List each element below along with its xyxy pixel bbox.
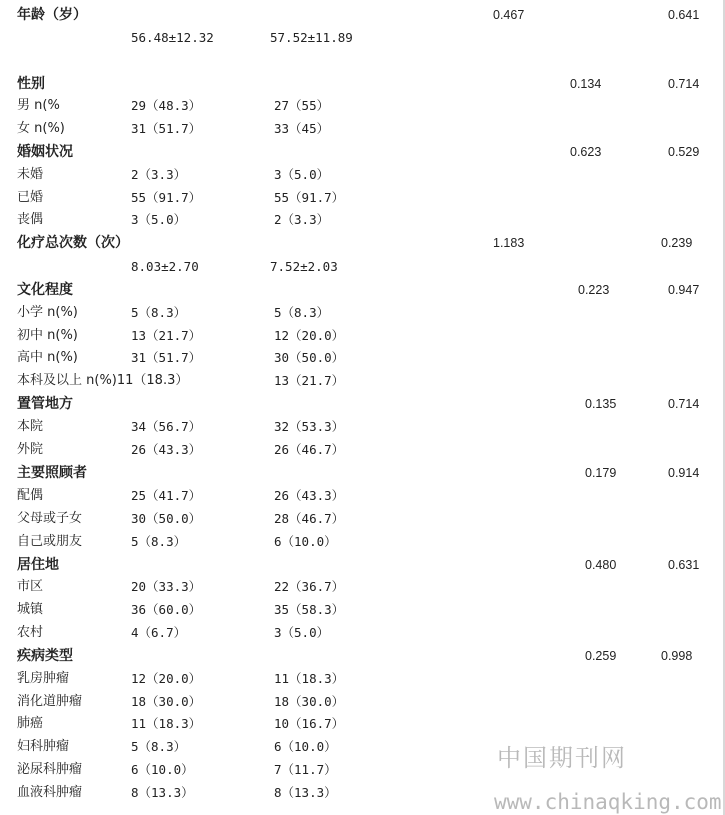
group-b-value: 3（5.0） [274,625,330,640]
group-a-value: 11（18.3） [131,716,202,731]
row-label: 城镇 [17,602,44,617]
group-a-value: 6（10.0） [131,762,194,777]
table-row [0,209,725,231]
statistic-value: 0.467 [493,8,525,22]
table-row [0,713,725,735]
row-label: 丧偶 [17,212,44,227]
table-row [0,691,725,713]
table-row [0,622,725,644]
table-section-header [0,73,725,95]
row-label: 市区 [17,579,44,594]
group-a-value: 20（33.3） [131,579,202,594]
statistic-value: 0.135 [585,397,617,411]
table-section-header [0,554,725,576]
group-b-value: 10（16.7） [274,716,345,731]
table-row [0,302,725,324]
group-b-value: 2（3.3） [274,212,330,227]
group-a-value: 29（48.3） [131,98,202,113]
section-label: 化疗总次数（次） [17,235,129,251]
row-label: 农村 [17,625,44,640]
statistic-value: 1.183 [493,236,525,250]
group-b-value: 12（20.0） [274,328,345,343]
section-label: 主要照顾者 [17,465,87,481]
group-b-value: 27（55） [274,98,330,113]
group-a-value: 5（8.3） [131,739,187,754]
row-label: 外院 [17,442,44,457]
table-row [0,576,725,598]
section-label: 疾病类型 [17,648,73,664]
table-row [0,347,725,369]
table-row [0,256,725,278]
row-label: 血液科肿瘤 [17,785,83,800]
group-a-value: 12（20.0） [131,671,202,686]
row-label: 未婚 [17,167,44,182]
row-label: 初中 n(%) [17,328,78,343]
statistic-value: 0.623 [570,145,602,159]
group-b-value: 18（30.0） [274,694,345,709]
group-a-value: 55（91.7） [131,190,202,205]
table-row [0,508,725,530]
statistic-value: 0.134 [570,77,602,91]
group-b-value: 26（43.3） [274,488,345,503]
table-section-header [0,393,725,415]
row-label: 父母或子女 [17,511,83,526]
row-label: 肺癌 [17,716,44,731]
group-b-value: 28（46.7） [274,511,345,526]
p-value: 0.631 [668,558,700,572]
group-b-mean: 57.52±11.89 [270,30,353,45]
section-label: 文化程度 [17,282,73,298]
statistic-value: 0.259 [585,649,617,663]
group-b-value: 7（11.7） [274,762,337,777]
row-label: 女 n(%) [17,121,65,136]
group-a-value: 2（3.3） [131,167,187,182]
group-a-value: 36（60.0） [131,602,202,617]
table-row [0,325,725,347]
row-label: 男 n(% [17,98,60,113]
group-a-value: 4（6.7） [131,625,187,640]
table-row [0,416,725,438]
p-value: 0.947 [668,283,700,297]
table-row [0,95,725,117]
p-value: 0.998 [661,649,693,663]
group-b-value: 32（53.3） [274,419,345,434]
row-label: 高中 n(%) [17,350,78,365]
table-row [0,439,725,461]
p-value: 0.914 [668,466,700,480]
p-value: 0.714 [668,397,700,411]
group-b-value: 3（5.0） [274,167,330,182]
group-a-value: 13（21.7） [131,328,202,343]
table-row [0,187,725,209]
row-label: 泌尿科肿瘤 [17,762,83,777]
group-b-value: 22（36.7） [274,579,345,594]
row-label: 本院 [17,419,44,434]
statistic-value: 0.223 [578,283,610,297]
row-label: 已婚 [17,190,44,205]
group-a-value: 25（41.7） [131,488,202,503]
table-row [0,668,725,690]
group-b-mean: 7.52±2.03 [270,259,338,274]
p-value: 0.714 [668,77,700,91]
group-b-value: 13（21.7） [274,373,345,388]
watermark-url: www.chinaqking.com [494,790,722,814]
row-label: 妇科肿瘤 [17,739,70,754]
table-row [0,485,725,507]
table-section-header [0,462,725,484]
table-row [0,599,725,621]
group-a-mean: 8.03±2.70 [131,259,199,274]
group-a-value: 3（5.0） [131,212,187,227]
table-row [0,164,725,186]
group-a-value: 5（8.3） [131,534,187,549]
table-section-header [0,232,725,254]
row-label: 自己或朋友 [17,534,83,549]
section-label: 居住地 [17,557,59,573]
table-section-header [0,141,725,163]
section-label: 婚姻状况 [17,144,73,160]
group-b-value: 55（91.7） [274,190,345,205]
group-b-value: 6（10.0） [274,739,337,754]
table-row [0,370,725,392]
statistic-value: 0.179 [585,466,617,480]
row-label: 本科及以上 n(%)11（18.3） [17,373,189,388]
group-b-value: 11（18.3） [274,671,345,686]
group-a-value: 30（50.0） [131,511,202,526]
table-section-header [0,4,725,26]
table-row [0,118,725,140]
group-b-value: 35（58.3） [274,602,345,617]
group-a-mean: 56.48±12.32 [131,30,214,45]
group-b-value: 6（10.0） [274,534,337,549]
row-label: 小学 n(%) [17,305,78,320]
group-a-value: 31（51.7） [131,121,202,136]
group-b-value: 30（50.0） [274,350,345,365]
group-a-value: 34（56.7） [131,419,202,434]
table-row [0,27,725,49]
group-a-value: 26（43.3） [131,442,202,457]
row-label: 配偶 [17,488,44,503]
watermark-cn: 中国期刊网 [497,744,627,772]
section-label: 性别 [17,76,45,92]
section-label: 置管地方 [17,396,73,412]
group-a-value: 8（13.3） [131,785,194,800]
group-a-value: 5（8.3） [131,305,187,320]
section-label: 年龄（岁） [17,7,87,23]
table-section-header [0,645,725,667]
group-a-value: 31（51.7） [131,350,202,365]
p-value: 0.529 [668,145,700,159]
table-row [0,531,725,553]
group-b-value: 26（46.7） [274,442,345,457]
row-label: 乳房肿瘤 [17,671,70,686]
group-b-value: 5（8.3） [274,305,330,320]
group-b-value: 33（45） [274,121,330,136]
group-b-value: 8（13.3） [274,785,337,800]
table-section-header [0,279,725,301]
p-value: 0.239 [661,236,693,250]
p-value: 0.641 [668,8,700,22]
statistic-value: 0.480 [585,558,617,572]
group-a-value: 18（30.0） [131,694,202,709]
row-label: 消化道肿瘤 [17,694,83,709]
